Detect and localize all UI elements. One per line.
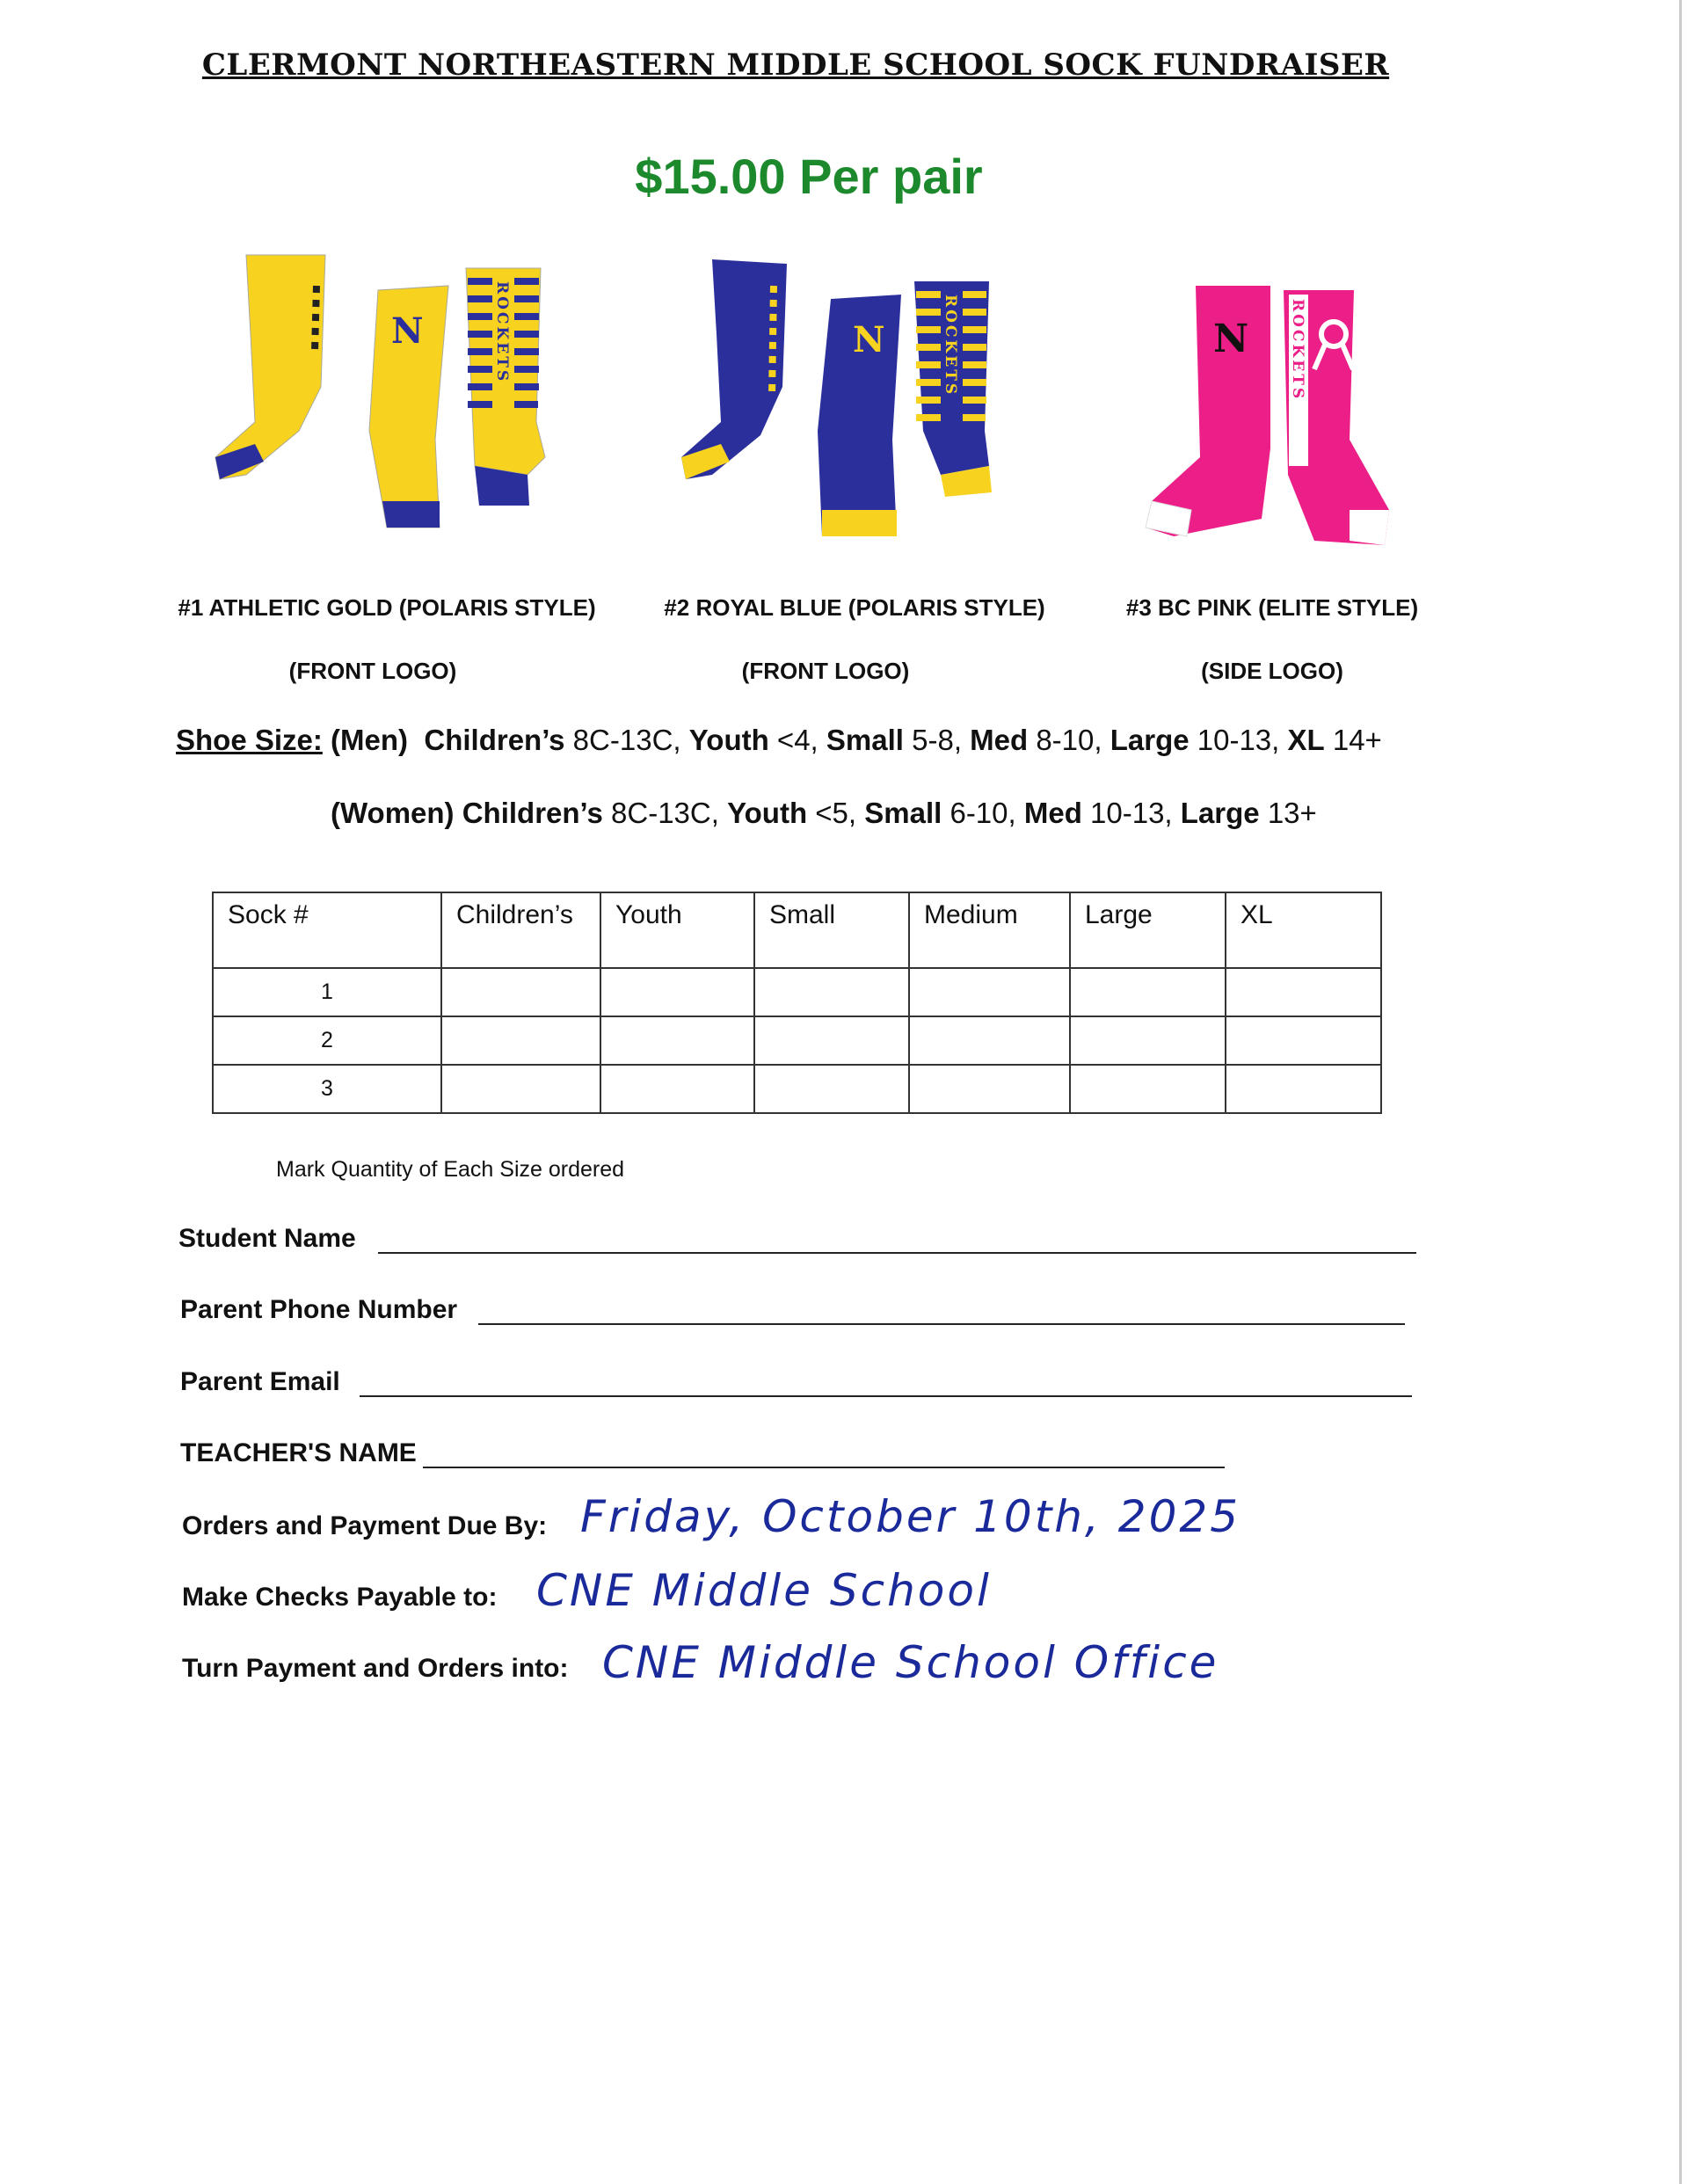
sock-image-pink xyxy=(1139,246,1402,563)
table-note: Mark Quantity of Each Size ordered xyxy=(276,1157,625,1182)
shoe-size-label: Shoe Size: xyxy=(176,724,323,756)
page-title: CLERMONT NORTHEASTERN MIDDLE SCHOOL SOCK FUNDRAISER xyxy=(201,47,1390,83)
size-range: 10-13, xyxy=(1189,724,1288,756)
col-header: Small xyxy=(754,892,909,968)
qty-cell[interactable] xyxy=(441,1065,600,1113)
col-header: Medium xyxy=(909,892,1070,968)
svg-text:N: N xyxy=(1213,317,1249,361)
size-name: Large xyxy=(1180,797,1260,829)
size-name: Youth xyxy=(727,797,808,829)
qty-cell[interactable] xyxy=(909,1065,1070,1113)
due-value: Friday, October 10th, 2025 xyxy=(580,1491,1241,1542)
qty-cell[interactable] xyxy=(1070,1016,1226,1065)
sock-1-name: #1 ATHLETIC GOLD (POLARIS STYLE) xyxy=(178,594,596,621)
qty-cell[interactable] xyxy=(1070,1065,1226,1113)
size-range: 6-10, xyxy=(942,797,1024,829)
qty-cell[interactable] xyxy=(1226,1016,1381,1065)
svg-text:N: N xyxy=(853,319,885,360)
sock-3-side-text: ROCKETS xyxy=(1289,299,1306,402)
parent-phone-field[interactable] xyxy=(478,1323,1405,1325)
sock-number: 1 xyxy=(213,968,441,1016)
student-name-field[interactable] xyxy=(378,1252,1416,1254)
table-row xyxy=(213,968,1381,1016)
sock-number: 3 xyxy=(213,1065,441,1113)
checks-value: CNE Middle School xyxy=(536,1565,992,1616)
teacher-name-label: TEACHER'S NAME xyxy=(180,1438,417,1467)
size-range: 5-8, xyxy=(903,724,971,756)
women-sizes xyxy=(331,797,1317,830)
price: $15.00 Per pair xyxy=(635,149,983,204)
qty-cell[interactable] xyxy=(600,968,754,1016)
size-name: XL xyxy=(1287,724,1325,756)
checks-label: Make Checks Payable to: xyxy=(182,1583,498,1612)
size-name: Med xyxy=(1023,797,1082,829)
sock-2-name: #2 ROYAL BLUE (POLARIS STYLE) xyxy=(664,594,1045,621)
col-header: Youth xyxy=(600,892,754,968)
qty-cell[interactable] xyxy=(600,1016,754,1065)
table-row xyxy=(213,1065,1381,1113)
sock-number: 2 xyxy=(213,1016,441,1065)
qty-cell[interactable] xyxy=(441,1016,600,1065)
size-name: Children’s xyxy=(424,724,565,756)
qty-cell[interactable] xyxy=(909,1016,1070,1065)
parent-phone-label: Parent Phone Number xyxy=(180,1295,458,1324)
col-header: Sock # xyxy=(213,892,441,968)
qty-cell[interactable] xyxy=(1226,1065,1381,1113)
sock-image-gold xyxy=(211,246,554,563)
svg-text:N: N xyxy=(391,310,424,352)
size-range: 8-10, xyxy=(1028,724,1110,756)
qty-cell[interactable] xyxy=(441,968,600,1016)
sock-3-logo: (SIDE LOGO) xyxy=(1201,658,1343,684)
table-row xyxy=(213,1016,1381,1065)
parent-email-label: Parent Email xyxy=(180,1367,340,1396)
size-name: Youth xyxy=(688,724,769,756)
teacher-name-field[interactable] xyxy=(423,1467,1225,1468)
qty-cell[interactable] xyxy=(600,1065,754,1113)
size-name: Med xyxy=(970,724,1029,756)
sock-2-side-text: ROCKETS xyxy=(942,295,959,397)
col-header: XL xyxy=(1226,892,1381,968)
qty-cell[interactable] xyxy=(754,968,909,1016)
qty-cell[interactable] xyxy=(754,1065,909,1113)
order-table xyxy=(212,892,1382,1114)
turn-in-value: CNE Middle School Office xyxy=(602,1637,1219,1688)
qty-cell[interactable] xyxy=(1226,968,1381,1016)
size-range: 8C-13C, xyxy=(602,797,728,829)
size-name: Large xyxy=(1110,724,1190,756)
sock-2-logo: (FRONT LOGO) xyxy=(741,658,910,684)
sock-3-name: #3 BC PINK (ELITE STYLE) xyxy=(1125,594,1419,621)
men-sizes xyxy=(176,724,1382,757)
sock-1-side-text: ROCKETS xyxy=(493,281,511,384)
size-range: 13+ xyxy=(1259,797,1317,829)
women-label: (Women) xyxy=(331,797,455,829)
men-label: (Men) xyxy=(331,724,409,756)
size-name: Small xyxy=(864,797,942,829)
size-name: Children’s xyxy=(462,797,603,829)
qty-cell[interactable] xyxy=(1070,968,1226,1016)
size-range: 10-13, xyxy=(1081,797,1181,829)
qty-cell[interactable] xyxy=(754,1016,909,1065)
sock-image-royal-blue xyxy=(677,246,1002,563)
table-header-row xyxy=(213,892,1381,968)
scan-edge xyxy=(1679,0,1682,2184)
col-header: Large xyxy=(1070,892,1226,968)
student-name-label: Student Name xyxy=(178,1224,356,1253)
size-range: 14+ xyxy=(1324,724,1382,756)
size-range: <5, xyxy=(807,797,865,829)
size-name: Small xyxy=(826,724,904,756)
col-header: Children’s xyxy=(441,892,600,968)
size-range: <4, xyxy=(768,724,826,756)
size-range: 8C-13C, xyxy=(564,724,689,756)
sock-1-logo: (FRONT LOGO) xyxy=(288,658,457,684)
due-label: Orders and Payment Due By: xyxy=(182,1511,548,1540)
qty-cell[interactable] xyxy=(909,968,1070,1016)
parent-email-field[interactable] xyxy=(360,1395,1412,1397)
turn-in-label: Turn Payment and Orders into: xyxy=(182,1654,569,1683)
